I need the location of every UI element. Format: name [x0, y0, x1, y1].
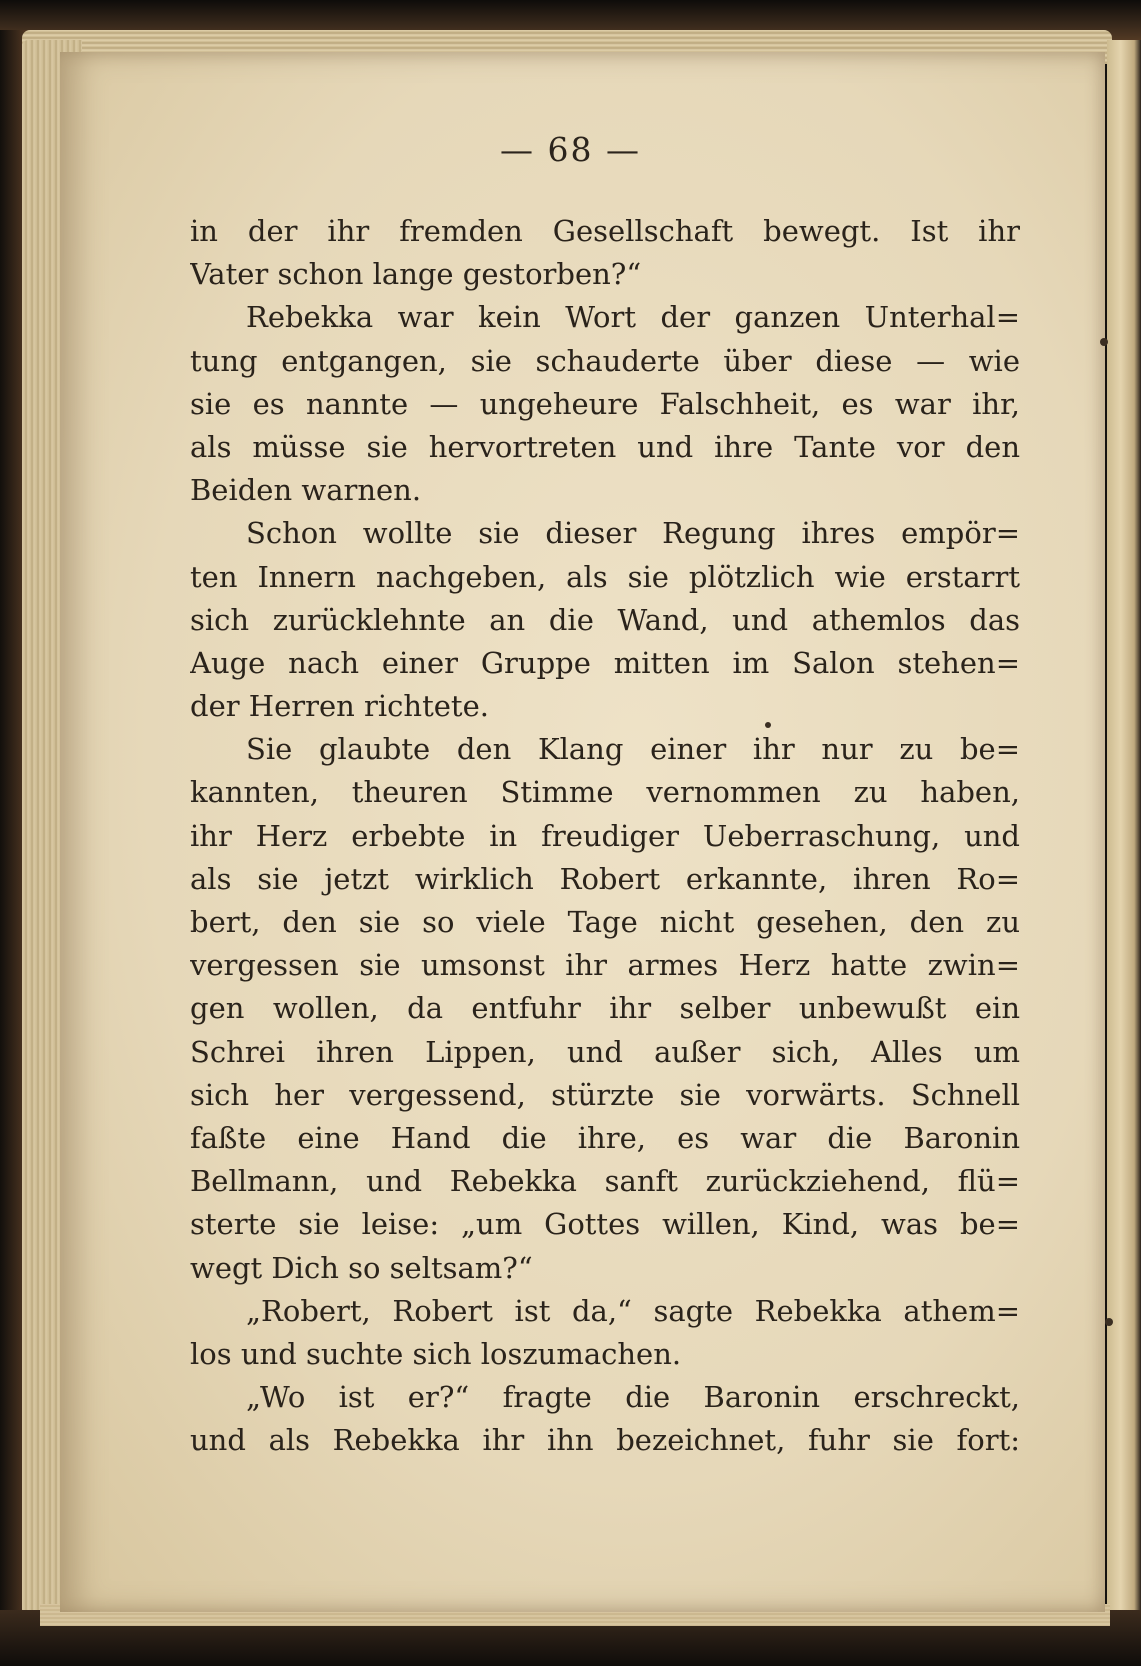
- ink-speck: [1100, 338, 1108, 346]
- text-line: als sie jetzt wirklich Robert erkannte, ihren Ro=: [190, 861, 1020, 896]
- text-line: sich zurücklehnte an die Wand, und athemlos das: [190, 602, 1020, 637]
- page-edge-right: [1107, 40, 1141, 1620]
- text-line: der Herren richtete.: [190, 689, 489, 724]
- text-line: bert, den sie so viele Tage nicht gesehen, den zu: [190, 905, 1020, 939]
- ink-speck: [1105, 1318, 1113, 1326]
- text-line: los und suchte sich loszumachen.: [190, 1336, 682, 1371]
- text-line: Sie glaubte den Klang einer ihr nur zu be=: [246, 732, 1020, 767]
- text-line: faßte eine Hand die ihre, es war die Baronin: [190, 1120, 1020, 1155]
- text-line: „Wo ist er?“ fragte die Baronin erschreckt,: [246, 1380, 1020, 1415]
- text-line: als müsse sie hervortreten und ihre Tante vor den: [190, 429, 1020, 464]
- text-line: vergessen sie umsonst ihr armes Herz hatte zwin=: [190, 948, 1020, 983]
- text-line: in der ihr fremden Gesellschaft bewegt. Ist ihr: [190, 214, 1020, 248]
- text-line: Schrei ihren Lippen, und außer sich, Alles um: [190, 1034, 1020, 1069]
- text-line: ihr Herz erbebte in freudiger Ueberraschung, und: [190, 818, 1020, 853]
- text-line: tung entgangen, sie schauderte über diese — wie: [190, 343, 1020, 378]
- text-line: „Robert, Robert ist da,“ sagte Rebekka athem=: [246, 1293, 1020, 1328]
- text-line: kannten, theuren Stimme vernommen zu haben,: [190, 775, 1020, 810]
- text-line: Vater schon lange gestorben?“: [190, 257, 642, 292]
- text-line: sie es nannte — ungeheure Falschheit, es war ihr,: [190, 386, 1020, 421]
- text-line: Bellmann, und Rebekka sanft zurückziehend, flü=: [190, 1164, 1020, 1199]
- text-line: sich her vergessend, stürzte sie vorwärts. Schnell: [190, 1077, 1020, 1112]
- page-number: — 68 —: [500, 130, 641, 169]
- text-line: und als Rebekka ihr ihn bezeichnet, fuhr sie fort:: [190, 1423, 1020, 1458]
- text-line: gen wollen, da entfuhr ihr selber unbewußt ein: [190, 991, 1020, 1026]
- text-line: sterte sie leise: „um Gottes willen, Kind, was be=: [190, 1207, 1020, 1242]
- text-line: Auge nach einer Gruppe mitten im Salon stehen=: [190, 645, 1020, 680]
- text-line: wegt Dich so seltsam?“: [190, 1250, 533, 1285]
- text-line: Rebekka war kein Wort der ganzen Unterhal=: [246, 300, 1020, 335]
- text-line: Beiden warnen.: [190, 473, 422, 508]
- body-text: [190, 210, 1020, 1462]
- text-line: ten Innern nachgeben, als sie plötzlich wie erstarrt: [190, 559, 1020, 594]
- text-line: Schon wollte sie dieser Regung ihres empör=: [246, 516, 1020, 551]
